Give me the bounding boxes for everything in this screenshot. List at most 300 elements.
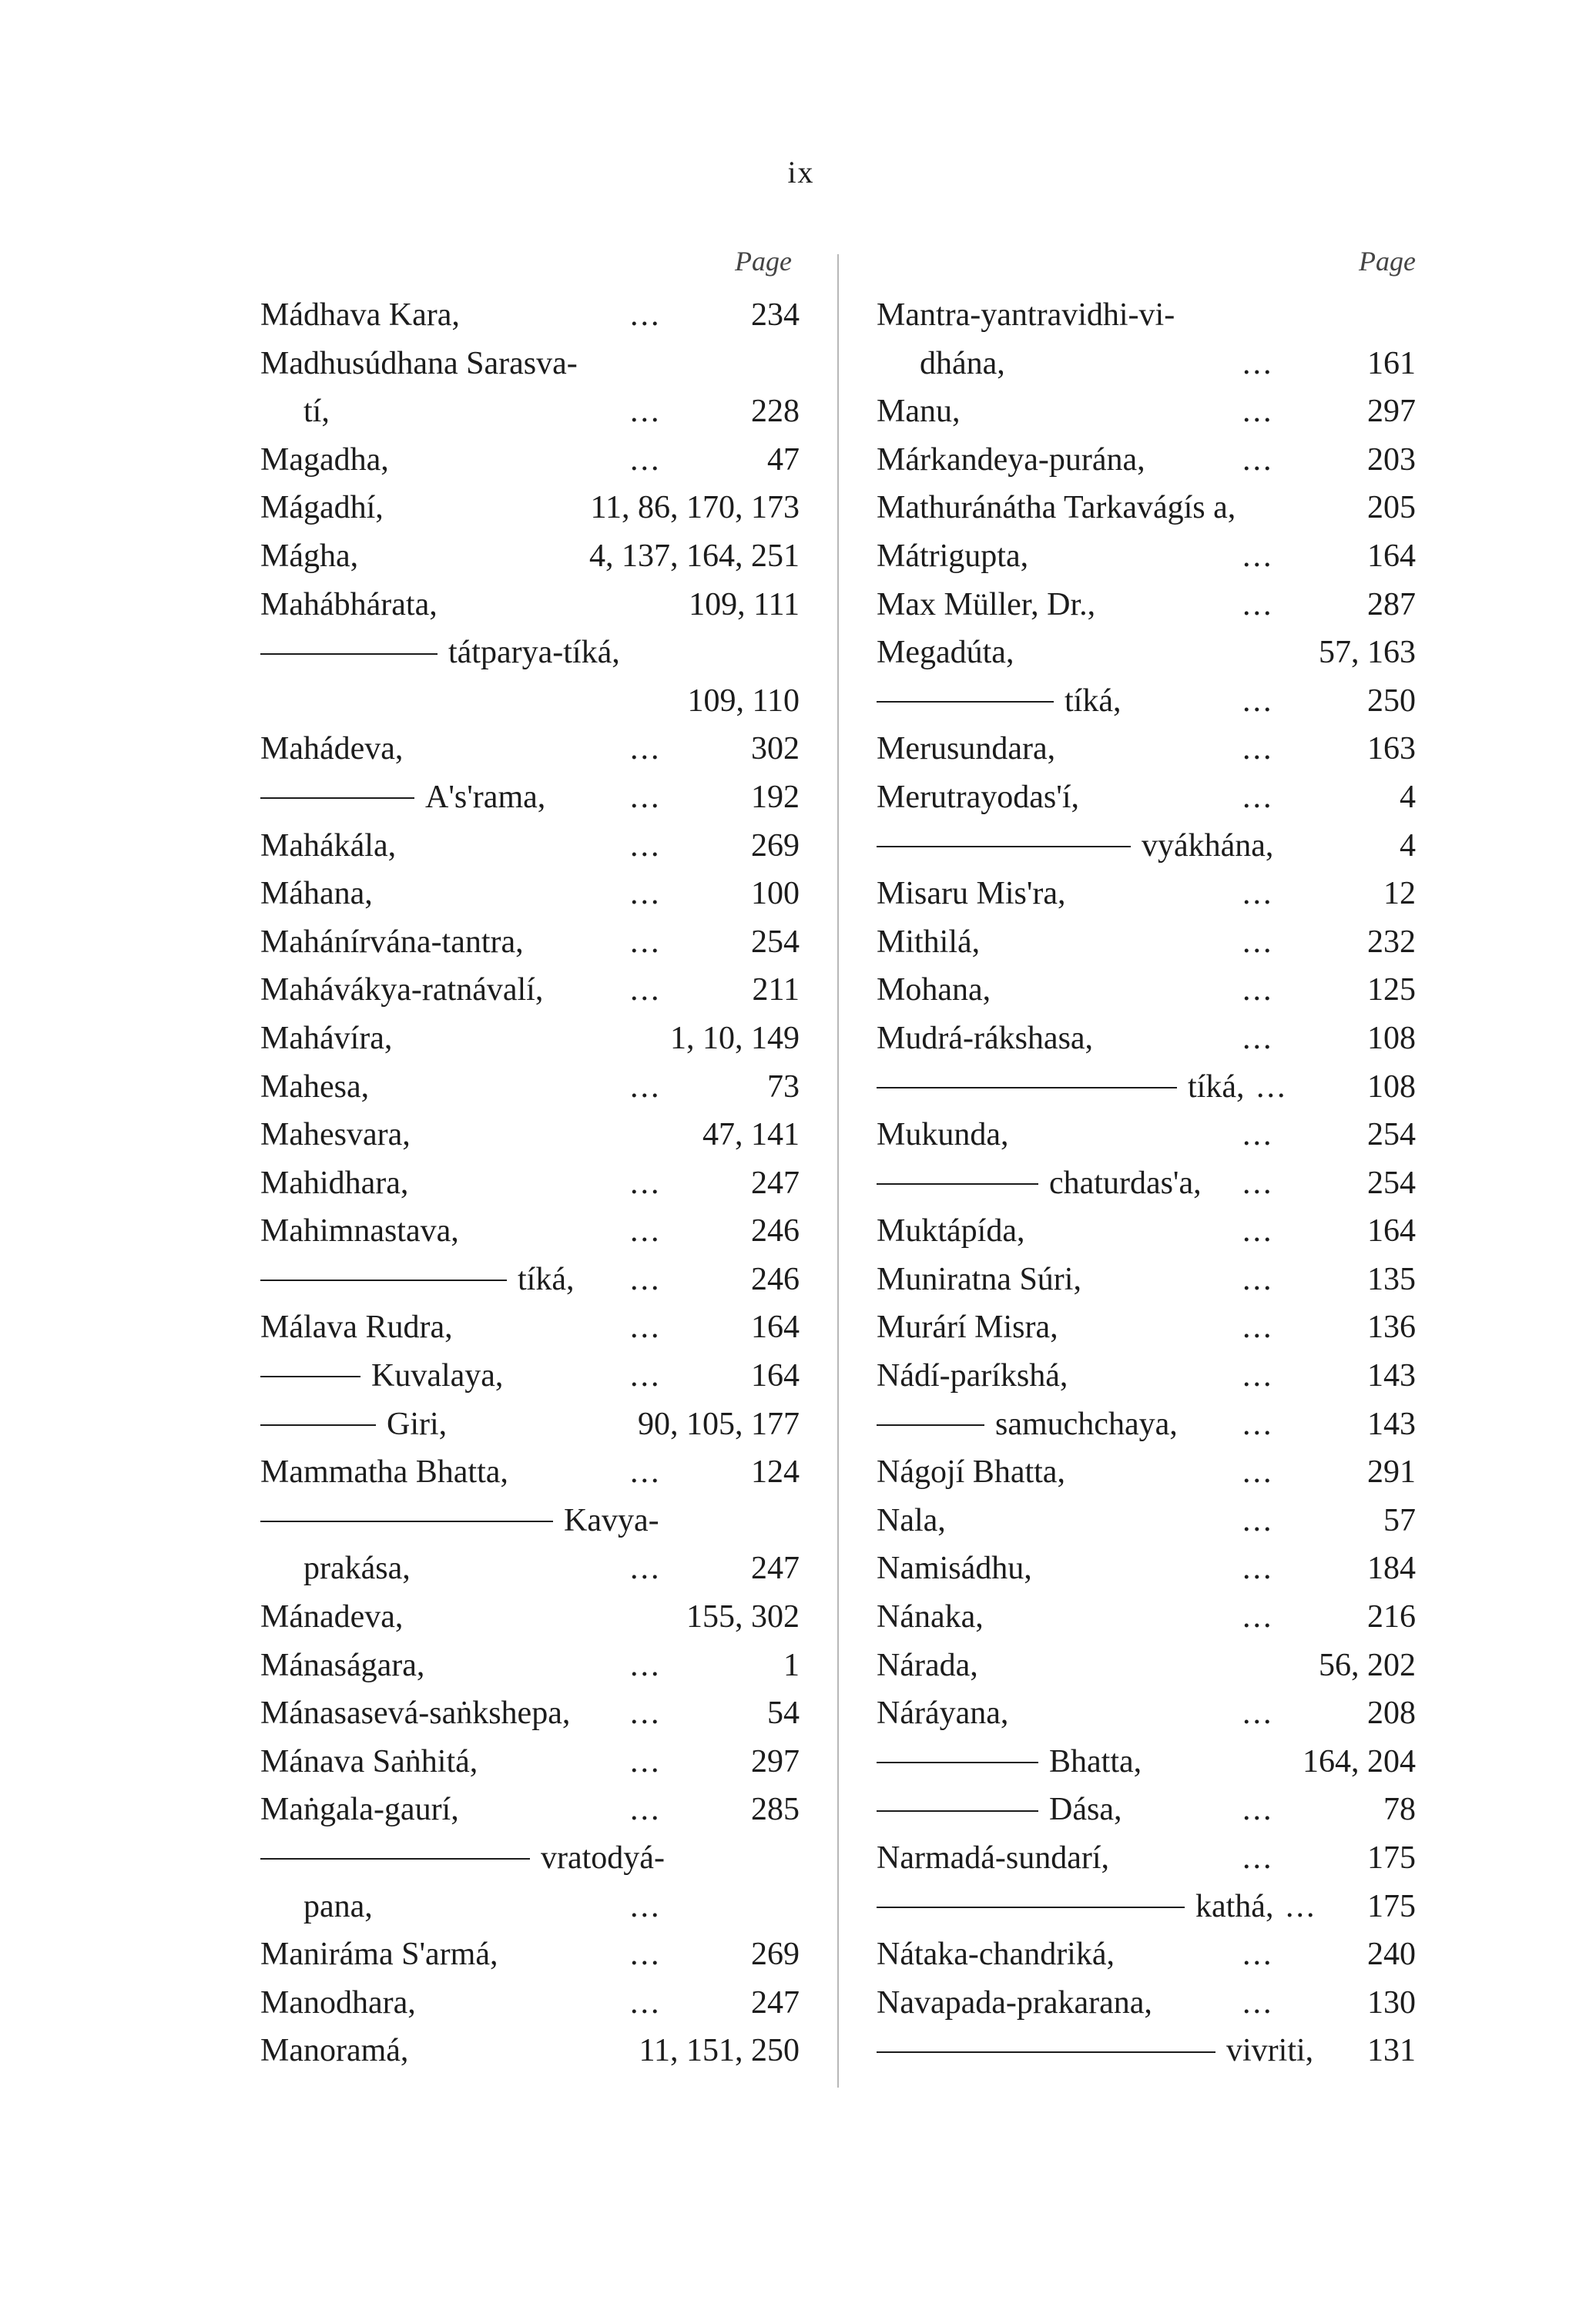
index-entry — [260, 1352, 800, 1400]
entry-page-numbers: 269 — [751, 1937, 800, 1973]
leader-dots: ... — [630, 1310, 662, 1346]
entry-label-text: vivriti, — [1226, 2033, 1314, 2069]
leader-dots: ... — [630, 924, 662, 960]
index-entry — [260, 822, 800, 870]
entry-label-text: vyákhána, — [1142, 827, 1274, 864]
leader-dots: ... — [1242, 683, 1274, 719]
entry-label-text: Mánasasevá-saṅkshepa, — [260, 1696, 571, 1732]
entry-label — [260, 1303, 453, 1352]
leader-dots: ... — [630, 779, 662, 815]
entry-label-text: Navapada-prakarana, — [877, 1984, 1152, 2021]
entry-page-numbers: 57, 163 — [1319, 635, 1416, 671]
entry-page-numbers: 234 — [751, 297, 800, 333]
entry-page-numbers: 297 — [1367, 394, 1416, 430]
entry-label-text: Manoramá, — [260, 2033, 409, 2069]
page-heading-label: Page — [1359, 246, 1416, 277]
entry-label — [260, 773, 545, 822]
entry-page-numbers: 164 — [1367, 538, 1416, 574]
leader-dots: ... — [1242, 731, 1274, 767]
index-entry — [260, 1111, 800, 1159]
entry-page-numbers: 143 — [1367, 1358, 1416, 1394]
entry-page-numbers: 57 — [1383, 1502, 1416, 1538]
leader-dots: ... — [1242, 1937, 1274, 1973]
entry-page-numbers: 56, 202 — [1319, 1647, 1416, 1683]
entry-label — [877, 677, 1121, 726]
index-entry — [260, 291, 800, 340]
entry-page-numbers: 143 — [1367, 1406, 1416, 1442]
entry-page-numbers: 136 — [1367, 1310, 1416, 1346]
leader-dots: ... — [630, 1888, 662, 1924]
entry-label — [877, 1111, 1009, 1159]
entry-label-text: Mahimnastava, — [260, 1213, 459, 1249]
index-entry — [877, 1207, 1416, 1256]
roman-page-number: ix — [787, 155, 815, 190]
index-entry — [877, 1979, 1416, 2028]
leader-dots: ... — [630, 1551, 662, 1587]
index-entry — [877, 1400, 1416, 1449]
index-entry — [877, 966, 1416, 1015]
index-column-left — [260, 245, 800, 2075]
entry-page-numbers: 11, 86, 170, 173 — [590, 490, 800, 526]
leader-dots: ... — [630, 1165, 662, 1201]
repeat-dash — [260, 1376, 360, 1377]
leader-dots: ... — [1242, 1358, 1274, 1394]
index-entry — [877, 2027, 1416, 2075]
entry-label — [260, 966, 543, 1015]
entry-label-text: Bhatta, — [1049, 1743, 1142, 1779]
entry-label-text: Náráyana, — [877, 1696, 1009, 1732]
entry-label — [877, 2027, 1313, 2075]
index-entry — [260, 629, 800, 677]
entry-page-numbers: 246 — [751, 1213, 800, 1249]
column-divider — [837, 254, 839, 2088]
index-entry — [260, 484, 800, 532]
leader-dots: ... — [1286, 1888, 1317, 1924]
entry-label — [877, 1786, 1122, 1834]
entry-label-text: Nala, — [877, 1502, 946, 1538]
entry-label — [260, 1497, 659, 1545]
page-heading-left — [260, 245, 800, 291]
entry-label-text: Mohana, — [877, 972, 991, 1008]
repeat-dash — [877, 1762, 1038, 1763]
entry-label — [877, 581, 1095, 629]
index-entry — [877, 1834, 1416, 1883]
entry-page-numbers: 73 — [767, 1068, 800, 1105]
entry-label — [877, 725, 1055, 773]
index-entry — [877, 1883, 1416, 1931]
entry-page-numbers: 4 — [1400, 779, 1416, 815]
entry-label-text: Máhana, — [260, 876, 373, 912]
entry-label — [877, 1063, 1244, 1112]
entry-label — [877, 1400, 1178, 1449]
entry-label — [260, 725, 403, 773]
leader-dots: ... — [630, 1454, 662, 1491]
leader-dots: ... — [630, 1937, 662, 1973]
index-entry — [877, 1930, 1416, 1979]
index-entry — [877, 1015, 1416, 1063]
index-entry — [877, 822, 1416, 870]
leader-dots: ... — [630, 1743, 662, 1779]
entry-page-numbers: 175 — [1367, 1840, 1416, 1876]
index-entry — [877, 340, 1416, 388]
leader-dots: ... — [1242, 779, 1274, 815]
entry-page-numbers: 175 — [1367, 1888, 1416, 1924]
entry-page-numbers: 232 — [1367, 924, 1416, 960]
entry-page-numbers: 78 — [1383, 1792, 1416, 1828]
index-entry — [260, 436, 800, 485]
entry-label — [303, 387, 330, 436]
entry-page-numbers: 291 — [1367, 1454, 1416, 1491]
index-entry — [877, 1593, 1416, 1642]
index-entry — [877, 1352, 1416, 1400]
entry-label — [260, 870, 373, 918]
entry-label — [260, 1400, 447, 1449]
index-entry — [260, 1930, 800, 1979]
leader-dots: ... — [1242, 1984, 1274, 2021]
entry-label — [877, 773, 1079, 822]
entry-label — [877, 1448, 1065, 1497]
entry-label — [260, 291, 460, 340]
repeat-dash — [877, 846, 1131, 847]
page-heading-right — [877, 245, 1416, 291]
entry-label-text: Mágha, — [260, 538, 359, 574]
entry-page-numbers: 269 — [751, 827, 800, 864]
index-entry — [260, 1303, 800, 1352]
index-entry — [260, 1448, 800, 1497]
index-entry — [260, 340, 800, 388]
leader-dots: ... — [630, 731, 662, 767]
index-entry — [260, 1834, 800, 1883]
repeat-dash — [260, 653, 438, 655]
leader-dots: ... — [1242, 538, 1274, 574]
leader-dots: ... — [1242, 876, 1274, 912]
index-entry — [260, 581, 800, 629]
entry-label-text: Murárí Misra, — [877, 1310, 1058, 1346]
index-entry — [260, 1256, 800, 1304]
entry-label-text: Max Müller, Dr., — [877, 586, 1096, 622]
index-entry — [260, 870, 800, 918]
leader-dots: ... — [1242, 345, 1274, 381]
entry-label-text: Madhusúdhana Sarasva- — [260, 345, 578, 381]
entry-page-numbers: 184 — [1367, 1551, 1416, 1587]
index-entry — [260, 1207, 800, 1256]
index-entry — [260, 532, 800, 581]
entry-label-text: Nánaka, — [877, 1599, 984, 1635]
entry-label-text: Maṅgala-gaurí, — [260, 1792, 459, 1828]
entry-label — [877, 1738, 1142, 1786]
index-entry — [260, 2027, 800, 2075]
entry-page-numbers: 216 — [1367, 1599, 1416, 1635]
entry-label-text: Kavya- — [564, 1502, 659, 1538]
entry-label-text: Mahidhara, — [260, 1165, 409, 1201]
entry-page-numbers: 250 — [1367, 683, 1416, 719]
repeat-dash — [260, 1858, 530, 1860]
entry-label-text: Namisádhu, — [877, 1551, 1032, 1587]
entry-label — [260, 918, 524, 967]
entry-page-numbers: 192 — [751, 779, 800, 815]
entry-label-text: Mánava Saṅhitá, — [260, 1743, 478, 1779]
entry-label-text: tíká, — [1188, 1068, 1245, 1105]
entry-label — [877, 1159, 1202, 1208]
index-entry — [877, 484, 1416, 532]
entry-label-text: Mahesa, — [260, 1068, 370, 1105]
entry-label-text: Mahesvara, — [260, 1117, 411, 1153]
entry-page-numbers: 247 — [751, 1165, 800, 1201]
entry-label — [260, 1786, 459, 1834]
entry-label-text: Nátaka-chandriká, — [877, 1937, 1115, 1973]
entry-label-text: tíká, — [518, 1261, 575, 1297]
entry-page-numbers: 164 — [751, 1358, 800, 1394]
entry-page-numbers: 131 — [1367, 2033, 1416, 2069]
entry-label — [877, 1593, 984, 1642]
index-entry — [260, 1063, 800, 1112]
repeat-dash — [877, 1424, 984, 1426]
index-entry — [877, 1497, 1416, 1545]
entry-page-numbers: 228 — [751, 394, 800, 430]
repeat-dash — [877, 2051, 1215, 2053]
entry-page-numbers: 4 — [1400, 827, 1416, 864]
entry-label-text: Narmadá-sundarí, — [877, 1840, 1110, 1876]
leader-dots: ... — [630, 1647, 662, 1683]
entry-label — [260, 1979, 416, 2028]
leader-dots: ... — [1242, 1213, 1274, 1249]
entry-label-text: Magadha, — [260, 441, 389, 478]
entry-label — [877, 870, 1066, 918]
entry-label — [260, 1111, 411, 1159]
entry-label — [260, 1738, 478, 1786]
index-entry — [260, 1979, 800, 2028]
entry-label-text: A's'rama, — [425, 779, 546, 815]
leader-dots: ... — [630, 297, 662, 333]
entry-page-numbers: 246 — [751, 1261, 800, 1297]
index-entry — [260, 1642, 800, 1690]
index-entry — [877, 1642, 1416, 1690]
entry-label-text: Misaru Mis'ra, — [877, 876, 1066, 912]
entry-page-numbers: 135 — [1367, 1261, 1416, 1297]
entry-label-text: Giri, — [387, 1406, 448, 1442]
entry-label-text: Megadúta, — [877, 635, 1014, 671]
repeat-dash — [877, 701, 1054, 703]
leader-dots: ... — [1242, 1117, 1274, 1153]
entry-page-numbers: 161 — [1367, 345, 1416, 381]
entry-label-text: Mahávákya-ratnávalí, — [260, 972, 544, 1008]
entry-page-numbers: 254 — [751, 924, 800, 960]
index-column-right — [877, 245, 1416, 2075]
index-entry — [877, 918, 1416, 967]
leader-dots: ... — [1242, 441, 1274, 478]
entry-page-numbers: 287 — [1367, 586, 1416, 622]
entry-page-numbers: 254 — [1367, 1117, 1416, 1153]
repeat-dash — [877, 1810, 1038, 1812]
entry-label-text: Mathuránátha Tarkavágís a, — [877, 490, 1236, 526]
entry-label-text: Merutrayodas'í, — [877, 779, 1079, 815]
leader-dots: ... — [1242, 1454, 1274, 1491]
entry-label-text: chaturdas'a, — [1049, 1165, 1202, 1201]
entry-label-text: Mahávíra, — [260, 1020, 393, 1056]
index-entry — [877, 1545, 1416, 1593]
repeat-dash — [877, 1183, 1038, 1185]
entry-label — [260, 436, 389, 485]
entry-label — [877, 966, 991, 1015]
entry-label — [260, 1642, 424, 1690]
entry-label — [260, 484, 384, 532]
index-entry — [877, 291, 1416, 340]
page-heading-label: Page — [735, 246, 792, 277]
entry-label-text: Muktápída, — [877, 1213, 1025, 1249]
entry-label-text: Nárada, — [877, 1647, 978, 1683]
entry-label-text: Mágadhí, — [260, 490, 384, 526]
entry-page-numbers: 247 — [751, 1551, 800, 1587]
index-entry — [877, 725, 1416, 773]
entry-page-numbers: 47 — [767, 441, 800, 478]
index-entry — [877, 677, 1416, 726]
leader-dots: ... — [1256, 1068, 1288, 1105]
leader-dots: ... — [630, 1261, 662, 1297]
leader-dots: ... — [1242, 972, 1274, 1008]
entry-page-numbers: 109, 111 — [689, 586, 800, 622]
entry-label — [260, 1159, 408, 1208]
repeat-dash — [260, 797, 414, 799]
entry-page-numbers: 240 — [1367, 1937, 1416, 1973]
entry-page-numbers: 285 — [751, 1792, 800, 1828]
index-entry — [260, 1593, 800, 1642]
entry-page-numbers: 297 — [751, 1743, 800, 1779]
entry-page-numbers: 124 — [751, 1454, 800, 1491]
entry-label — [260, 1930, 498, 1979]
entry-page-numbers: 47, 141 — [702, 1117, 800, 1153]
entry-label — [877, 1979, 1152, 2028]
entry-label — [877, 291, 1175, 340]
entry-label — [260, 1015, 392, 1063]
entry-label — [877, 387, 961, 436]
entry-label — [260, 1689, 570, 1738]
entry-label — [260, 1834, 665, 1883]
leader-dots: ... — [630, 1984, 662, 2021]
index-entry — [260, 773, 800, 822]
index-entry — [877, 1256, 1416, 1304]
entry-label — [260, 2027, 408, 2075]
entry-label-text: Márkandeya-purána, — [877, 441, 1145, 478]
entry-label-text: Manu, — [877, 394, 961, 430]
index-entry — [877, 387, 1416, 436]
entry-label-text: Nágojí Bhatta, — [877, 1454, 1065, 1491]
entry-label-text: dhána, — [920, 345, 1005, 381]
entry-label-text: Mahákála, — [260, 827, 397, 864]
leader-dots: ... — [630, 876, 662, 912]
repeat-dash — [260, 1280, 507, 1281]
entry-label-text: Manirámа S'armá, — [260, 1937, 498, 1973]
entry-label — [260, 1207, 459, 1256]
index-entry — [260, 387, 800, 436]
entry-page-numbers: 208 — [1367, 1696, 1416, 1732]
entry-page-numbers: 12 — [1383, 876, 1416, 912]
index-entry — [877, 1159, 1416, 1208]
entry-label — [877, 484, 1236, 532]
entry-page-numbers: 164 — [751, 1310, 800, 1346]
index-entry — [877, 870, 1416, 918]
entry-label — [877, 1545, 1032, 1593]
leader-dots: ... — [1242, 924, 1274, 960]
entry-label-text: tátparya-tíká, — [448, 635, 620, 671]
index-entry — [877, 1448, 1416, 1497]
entry-label — [260, 1352, 503, 1400]
entry-label-text: samuchchaya, — [995, 1406, 1178, 1442]
index-entry — [877, 1063, 1416, 1112]
entry-page-numbers: 205 — [1367, 490, 1416, 526]
entry-label — [303, 1545, 411, 1593]
leader-dots: ... — [1242, 1310, 1274, 1346]
entry-label-text: tí, — [303, 394, 330, 430]
entry-label — [877, 1303, 1058, 1352]
entry-label — [877, 532, 1028, 581]
entry-label — [260, 629, 620, 677]
leader-dots: ... — [1242, 394, 1274, 430]
entry-label — [260, 1593, 403, 1642]
entry-page-numbers: 163 — [1367, 731, 1416, 767]
repeat-dash — [877, 1907, 1185, 1908]
leader-dots: ... — [1242, 1020, 1274, 1056]
entry-label — [877, 1642, 978, 1690]
leader-dots: ... — [630, 1068, 662, 1105]
entry-page-numbers: 1, 10, 149 — [670, 1020, 800, 1056]
entry-label — [303, 1883, 373, 1931]
entry-label-text: Kuvalaya, — [371, 1358, 504, 1394]
entry-label — [877, 918, 980, 967]
entry-page-numbers: 130 — [1367, 1984, 1416, 2021]
repeat-dash — [877, 1087, 1177, 1088]
entry-page-numbers: 100 — [751, 876, 800, 912]
entry-label-text: Mithilá, — [877, 924, 981, 960]
index-entry — [260, 677, 800, 726]
leader-dots: ... — [1242, 1406, 1274, 1442]
leader-dots: ... — [1242, 1502, 1274, 1538]
entry-page-numbers: 203 — [1367, 441, 1416, 478]
entry-label — [260, 822, 396, 870]
entry-label — [877, 629, 1014, 677]
entry-page-numbers: 11, 151, 250 — [639, 2033, 800, 2069]
index-entry — [260, 1497, 800, 1545]
leader-dots: ... — [1242, 1696, 1274, 1732]
entry-label-text: Mudrá-rákshasa, — [877, 1020, 1094, 1056]
index-entry — [260, 725, 800, 773]
entry-label — [877, 1497, 946, 1545]
index-entry — [877, 581, 1416, 629]
entry-label-text: Mantra-yantravidhi-vi- — [877, 297, 1175, 333]
repeat-dash — [260, 1424, 376, 1426]
index-entry — [877, 629, 1416, 677]
entry-page-numbers: 108 — [1367, 1068, 1416, 1105]
leader-dots: ... — [1242, 1599, 1274, 1635]
index-entry — [877, 1786, 1416, 1834]
leader-dots: ... — [630, 827, 662, 864]
entry-page-numbers: 54 — [767, 1696, 800, 1732]
index-entry — [260, 1738, 800, 1786]
leader-dots: ... — [630, 441, 662, 478]
index-entry — [877, 532, 1416, 581]
entry-page-numbers: 254 — [1367, 1165, 1416, 1201]
entry-label-text: Mahánírvána-tantra, — [260, 924, 524, 960]
entry-label — [877, 1352, 1068, 1400]
entry-label — [877, 436, 1145, 485]
leader-dots: ... — [1242, 1165, 1274, 1201]
leader-dots: ... — [1242, 1261, 1274, 1297]
entry-label — [260, 1063, 369, 1112]
entry-page-numbers: 211 — [752, 972, 800, 1008]
entry-label — [877, 1689, 1008, 1738]
index-entry — [877, 436, 1416, 485]
leader-dots: ... — [630, 1213, 662, 1249]
index-entry — [877, 1111, 1416, 1159]
